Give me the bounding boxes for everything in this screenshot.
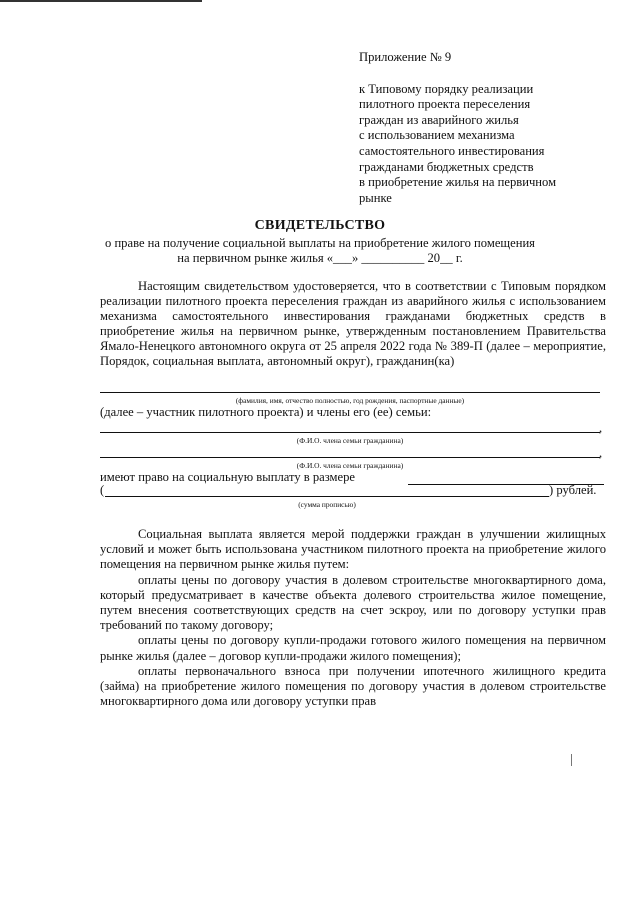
intro-text: Настоящим свидетельством удостоверяется, что в соответствии с Типовым порядком реализации пилотного проекта переселения граждан из аварийного жилья с использованием механизма самостоятельного инвестирования гражданами бюджетных средств в приобретение жилья на первичном рынке, утвержденным постановлением Правительства Ямало-Ненецкого автономного округа от 25 апреля 2022 года № 389-П (далее – мероприятие, Порядок, социальная выплата, автономный округ), гражданин(ка) [100,279,606,369]
appendix-block [359,50,629,206]
caption-fio: (фамилия, имя, отчество полностью, год рождения, паспортные данные) [235,396,465,405]
purpose-item: оплаты первоначального взноса при получении ипотечного жилищного кредита (займа) на приобретение жилого помещения по договору участия в долевом строительстве многоквартирного дома или договору уступки прав [100,663,606,709]
appendix-line: в приобретение жилья на первичном [359,175,557,190]
appendix-line: граждан из аварийного жилья [359,112,519,127]
payout-text: имеют право на социальную выплату в размере [100,470,355,484]
intro-paragraph [100,279,606,370]
appendix-line: к Типовому порядку реализации [359,81,534,96]
participant-text: (далее – участник пилотного проекта) и члены его (ее) семьи: [100,405,432,419]
scan-edge-mark [571,754,572,766]
family-member-line [100,432,600,433]
caption-family-member: (Ф.И.О. члена семьи гражданина) [296,436,404,445]
fio-line [100,392,600,393]
document-subtitle [20,236,620,265]
appendix-line: пилотного проекта переселения [359,97,531,112]
amount-words-line [105,496,549,497]
subtitle-line-2: на первичном рынке жилья «___» __________ 20__ г. [177,250,463,265]
scan-edge-mark [0,0,202,2]
purpose-item: оплаты цены по договору участия в долевом строительстве многоквартирного дома, который предусматривает в качестве объекта долевого строительства жилое помещение, путем внесения соответствующих средств на счет эскроу, или по договору уступки прав требований по такому договору; [100,572,606,633]
document-title: СВИДЕТЕЛЬСТВО [254,218,386,233]
appendix-line: гражданами бюджетных средств [359,159,534,174]
appendix-line: с использованием механизма [359,128,515,143]
rubles-suffix: ) рублей. [549,483,597,497]
family-member-line [100,457,600,458]
appendix-number: Приложение № 9 [359,50,452,64]
appendix-line: самостоятельного инвестирования [359,143,545,158]
purpose-item: оплаты цены по договору купли-продажи готового жилого помещения на первичном рынке жилья (далее – договор купли-продажи жилого помещения); [100,633,606,663]
open-paren: ( [100,483,105,497]
purpose-intro: Социальная выплата является мерой поддержки граждан в улучшении жилищных условий и может быть использована участником пилотного проекта на приобретение жилого помещения на первичном рынке жилья путем: [100,527,606,572]
appendix-line: рынке [359,190,392,205]
line-comma: , [599,446,603,460]
subtitle-line-1: о праве на получение социальной выплаты на приобретение жилого помещения [105,236,535,250]
caption-amount: (сумма прописью) [298,500,356,509]
purpose-section [100,527,606,709]
line-comma: , [599,421,603,435]
caption-family-member: (Ф.И.О. члена семьи гражданина) [296,461,404,470]
